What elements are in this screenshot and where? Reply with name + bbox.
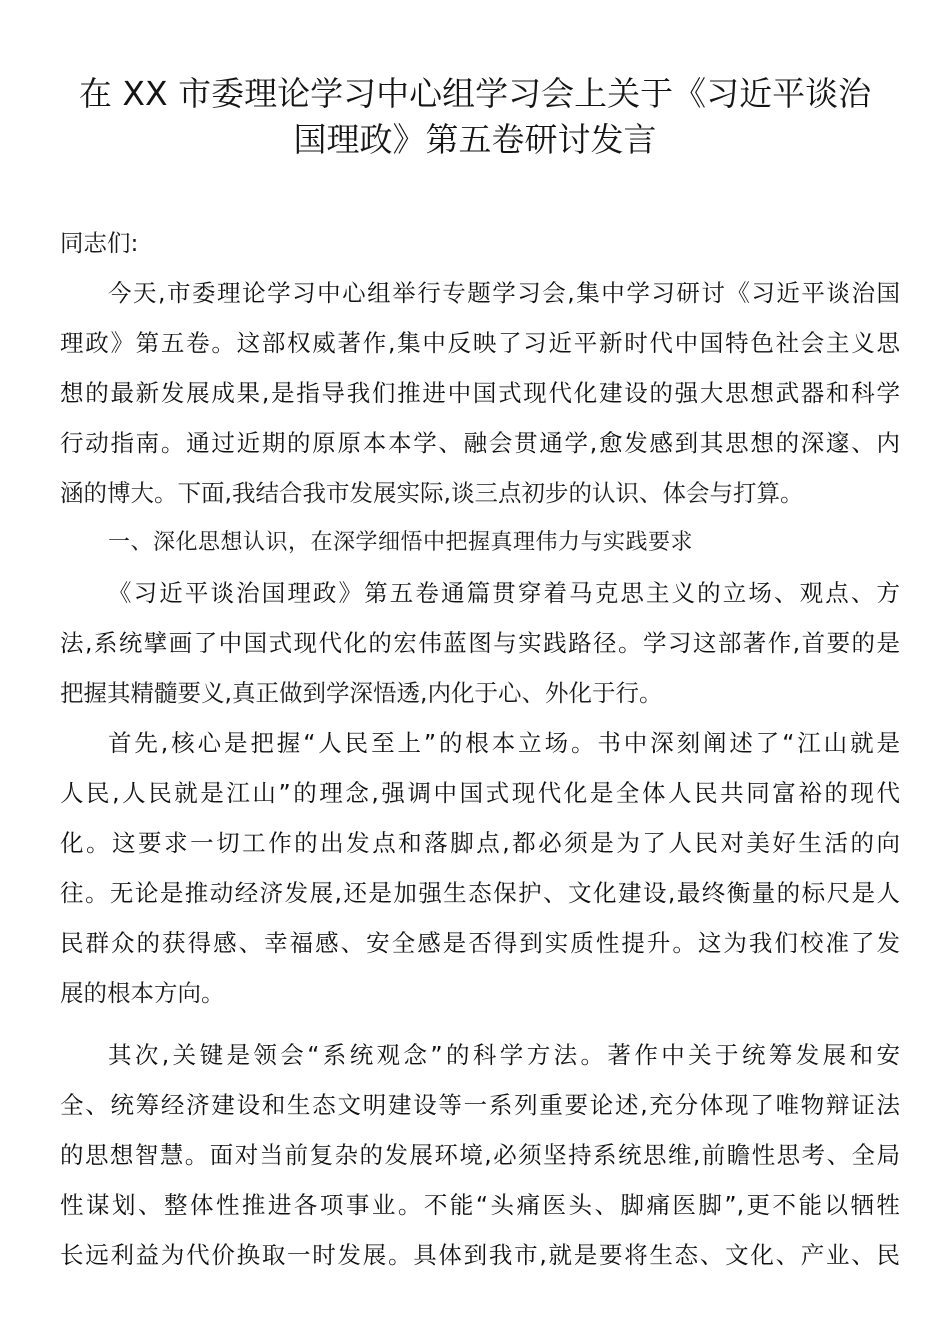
paragraph-line: 《习近平谈治国理政》第五卷通篇贯穿着马克思主义的立场、观点、方 bbox=[108, 579, 900, 607]
paragraph-line: 理政》第五卷。这部权威著作,集中反映了习近平新时代中国特色社会主义思 bbox=[60, 329, 900, 357]
paragraph-line: 涵的博大。下面,我结合我市发展实际,谈三点初步的认识、体会与打算。 bbox=[60, 479, 804, 507]
section-heading: 一、深化思想认识，在深学细悟中把握真理伟力与实践要求 bbox=[108, 530, 694, 555]
paragraph-line: 把握其精髓要义,真正做到学深悟透,内化于心、外化于行。 bbox=[60, 679, 663, 707]
paragraph-line: 今天,市委理论学习中心组举行专题学习会,集中学习研讨《习近平谈治国 bbox=[108, 279, 900, 307]
paragraph-line: 行动指南。通过近期的原原本本学、融会贯通学,愈发感到其思想的深邃、内 bbox=[60, 429, 900, 457]
paragraph-line: 全、统筹经济建设和生态文明建设等一系列重要论述,充分体现了唯物辩证法 bbox=[60, 1091, 900, 1119]
paragraph-line: 民群众的获得感、幸福感、安全感是否得到实质性提升。这为我们校准了发 bbox=[60, 929, 900, 957]
document-title-line-1: 在 XX 市委理论学习中心组学习会上关于《习近平谈治 bbox=[78, 74, 872, 113]
paragraph-line: 性谋划、整体性推进各项事业。不能“头痛医头、脚痛医脚”,更不能以牺牲 bbox=[60, 1191, 900, 1219]
paragraph-line: 的思想智慧。面对当前复杂的发展环境,必须坚持系统思维,前瞻性思考、全局 bbox=[60, 1141, 900, 1169]
paragraph-line: 化。这要求一切工作的出发点和落脚点,都必须是为了人民对美好生活的向 bbox=[60, 829, 900, 857]
salutation: 同志们: bbox=[60, 229, 139, 257]
paragraph-line: 往。无论是推动经济发展,还是加强生态保护、文化建设,最终衡量的标尺是人 bbox=[60, 879, 900, 907]
paragraph-line: 人民,人民就是江山”的理念,强调中国式现代化是全体人民共同富裕的现代 bbox=[60, 779, 900, 807]
paragraph-line: 法,系统擘画了中国式现代化的宏伟蓝图与实践路径。学习这部著作,首要的是 bbox=[60, 629, 900, 657]
document-body bbox=[60, 218, 900, 1280]
paragraph-line: 首先,核心是把握“人民至上”的根本立场。书中深刻阐述了“江山就是 bbox=[108, 729, 900, 757]
paragraph-line: 其次,关键是领会“系统观念”的科学方法。著作中关于统筹发展和安 bbox=[108, 1041, 900, 1069]
paragraph-line: 展的根本方向。 bbox=[60, 979, 225, 1007]
document-title-line-2: 国理政》第五卷研讨发言 bbox=[293, 120, 657, 159]
paragraph-line: 想的最新发展成果,是指导我们推进中国式现代化建设的强大思想武器和科学 bbox=[60, 379, 900, 407]
paragraph-line: 长远利益为代价换取一时发展。具体到我市,就是要将生态、文化、产业、民 bbox=[60, 1241, 900, 1269]
